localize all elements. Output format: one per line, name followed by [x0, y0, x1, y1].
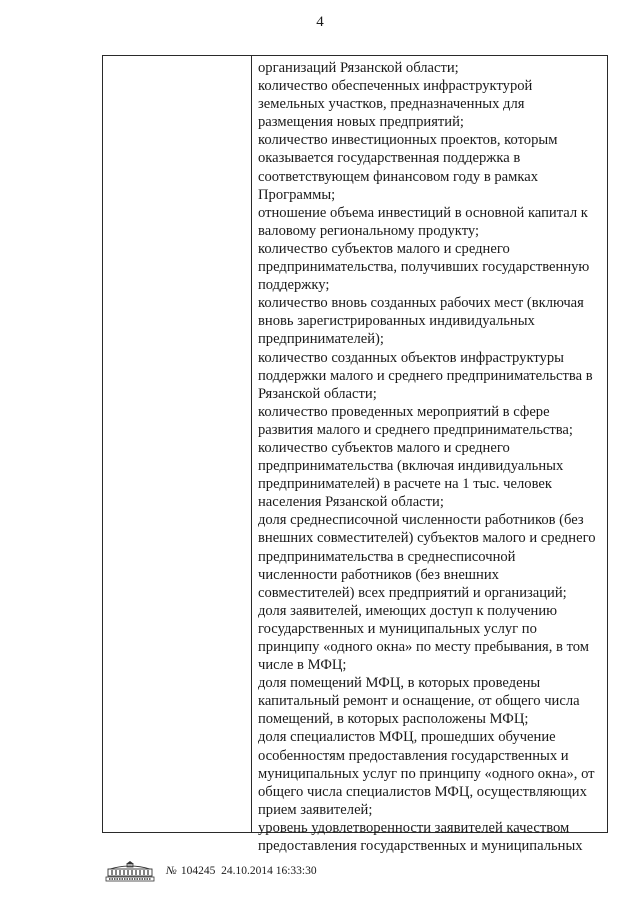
table-text-line: предпринимателей);: [258, 331, 384, 348]
table-text-line: государственных и муниципальных услуг по: [258, 620, 537, 637]
table-text-line: доля помещений МФЦ, в которых проведены: [258, 675, 541, 692]
table-text-line: количество инвестиционных проектов, которым: [258, 132, 558, 149]
table-text-line: отношение объема инвестиций в основной капитал к: [258, 204, 588, 221]
table-text-line: доля среднесписочной численности работников (без: [258, 512, 584, 529]
table-text-line: предпринимателей) в расчете на 1 тыс. человек: [258, 476, 552, 493]
government-building-stamp-icon: [104, 860, 156, 882]
table-text-line: вновь зарегистрированных индивидуальных: [258, 313, 535, 330]
table-text-line: доля заявителей, имеющих доступ к получению: [258, 602, 558, 619]
document-footer: [104, 860, 317, 882]
table-text-line: количество вновь созданных рабочих мест (включая: [258, 295, 584, 312]
document-datetime: 24.10.2014 16:33:30: [221, 865, 317, 877]
table-text-line: общего числа специалистов МФЦ, осуществляющих: [258, 783, 587, 800]
table-text-line: количество проведенных мероприятий в сфере: [258, 403, 550, 420]
table-text-line: особенностям предоставления государственных и: [258, 747, 569, 764]
document-number: 104245: [180, 865, 216, 877]
table-text-line: Программы;: [258, 186, 336, 203]
table-text-line: оказывается государственная поддержка в: [258, 150, 521, 167]
table-text-line: прием заявителей;: [258, 801, 373, 818]
table-text-line: количество субъектов малого и среднего: [258, 240, 510, 257]
table-text-line: развития малого и среднего предпринимательства;: [258, 421, 573, 438]
table-text-line: земельных участков, предназначенных для: [258, 96, 525, 113]
table-text-line: валовому региональному продукту;: [258, 222, 480, 239]
table-text-line: помещений, в которых расположены МФЦ;: [258, 711, 529, 728]
table-text-line: предоставления государственных и муниципальных: [258, 838, 583, 855]
table-text-line: совместителей) всех предприятий и организаций;: [258, 584, 567, 601]
table-text-line: капитальный ремонт и оснащение, от общего числа: [258, 693, 580, 710]
table-left-cell: [103, 56, 252, 832]
table-text-line: доля специалистов МФЦ, прошедших обучение: [258, 729, 556, 746]
table-text-line: поддержки малого и среднего предпринимательства в: [258, 367, 593, 384]
table-text-line: организаций Рязанской области;: [258, 60, 459, 76]
table-text-line: Рязанской области;: [258, 385, 377, 402]
table-text-line: уровень удовлетворенности заявителей качеством: [258, 819, 570, 836]
table-text-line: принципу «одного окна» по месту пребывания, в том: [258, 639, 590, 655]
table-text-line: предпринимательства (включая индивидуальных: [258, 458, 564, 475]
table-text-line: численности работников (без внешних: [258, 566, 499, 583]
table-text-line: числе в МФЦ;: [258, 657, 347, 674]
table-text-line: количество обеспеченных инфраструктурой: [258, 78, 533, 95]
table-text-line: внешних совместителей) субъектов малого и среднего: [258, 530, 596, 547]
table-text-line: муниципальных услуг по принципу «одного окна», от: [258, 765, 595, 782]
table-text-line: предпринимательства в среднесписочной: [258, 548, 516, 565]
number-sign: №: [166, 865, 177, 877]
table-text-line: размещения новых предприятий;: [258, 114, 464, 131]
table-text-line: количество субъектов малого и среднего: [258, 439, 510, 456]
page-number: 4: [316, 14, 324, 30]
table-text-line: населения Рязанской области;: [258, 494, 444, 511]
table-right-cell: [252, 56, 607, 855]
indicator-table: [102, 55, 608, 855]
table-text-line: предпринимательства, получивших государственную: [258, 259, 590, 276]
document-registration-number: [166, 865, 317, 877]
table-text-line: соответствующем финансовом году в рамках: [258, 168, 539, 185]
table-text-line: поддержку;: [258, 277, 330, 294]
table-text-line: количество созданных объектов инфраструктуры: [258, 349, 564, 366]
